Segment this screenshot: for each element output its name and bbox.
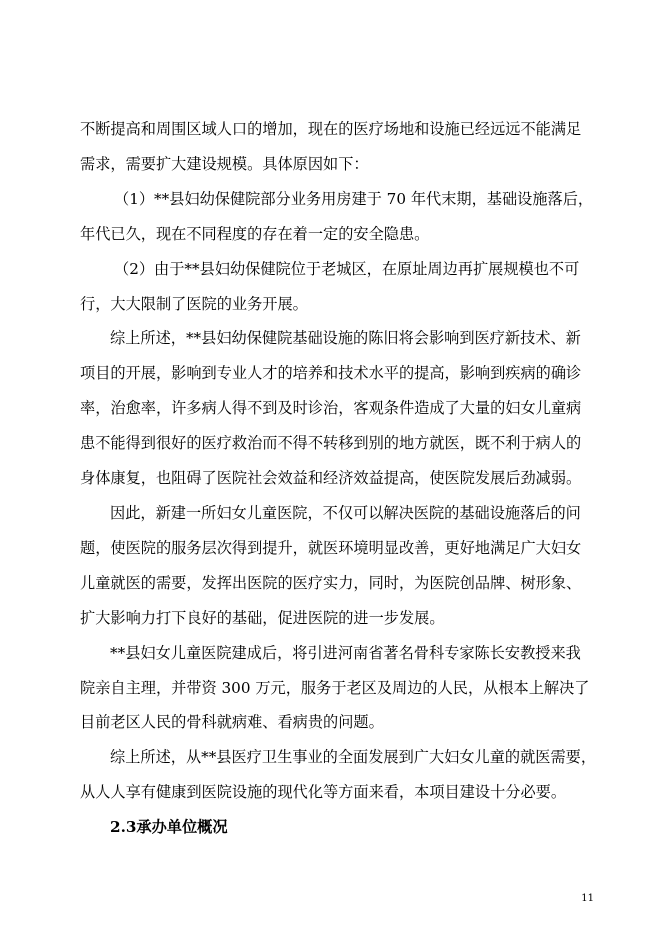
paragraph-line: 患不能得到很好的医疗救治而不得不转移到别的地方就医，既不利于病人的 xyxy=(80,434,582,453)
paragraph-line: 率，治愈率，许多病人得不到及时诊治，客观条件造成了大量的妇女儿童病 xyxy=(80,399,582,418)
page-number: 11 xyxy=(581,893,594,904)
paragraph-line: 综上所述，**县妇幼保健院基础设施的陈旧将会影响到医疗新技术、新 xyxy=(110,329,581,348)
paragraph-line: （1）**县妇幼保健院部分业务用房建于 70 年代末期，基础设施落后， xyxy=(114,189,594,208)
paragraph-line: 身体康复，也阻碍了医院社会效益和经济效益提高，使医院发展后劲减弱。 xyxy=(80,469,582,488)
paragraph-line: 目前老区人民的骨科就病难、看病贵的问题。 xyxy=(80,713,384,732)
paragraph-line: **县妇女儿童医院建成后，将引进河南省著名骨科专家陈长安教授来我 xyxy=(110,643,581,662)
paragraph-line: 项目的开展，影响到专业人才的培养和技术水平的提高，影响到疾病的确诊 xyxy=(80,364,582,383)
body-text xyxy=(80,112,600,845)
paragraph-line: 扩大影响力打下良好的基础，促进医院的进一步发展。 xyxy=(80,608,445,627)
paragraph-line: （2）由于**县妇幼保健院位于老城区，在原址周边再扩展规模也不可 xyxy=(114,259,580,278)
paragraph-line: 题，使医院的服务层次得到提升，就医环境明显改善，更好地满足广大妇女 xyxy=(80,538,582,557)
paragraph-line: 年代已久，现在不同程度的存在着一定的安全隐患。 xyxy=(80,224,430,243)
paragraph-line: 从人人享有健康到医院设施的现代化等方面来看，本项目建设十分必要。 xyxy=(80,783,566,802)
paragraph-line: 儿童就医的需要，发挥出医院的医疗实力，同时，为医院创品牌、树形象、 xyxy=(80,573,582,592)
section-heading: 2.3承办单位概况 xyxy=(110,818,228,837)
paragraph-line: 综上所述，从**县医疗卫生事业的全面发展到广大妇女儿童的就医需要， xyxy=(110,748,596,767)
paragraph-line: 行，大大限制了医院的业务开展。 xyxy=(80,294,308,313)
paragraph-line: 需求，需要扩大建设规模。具体原因如下： xyxy=(80,154,369,173)
paragraph-line: 院亲自主理，并带资 300 万元，服务于老区及周边的人民，从根本上解决了 xyxy=(80,678,590,697)
paragraph-line: 不断提高和周围区域人口的增加，现在的医疗场地和设施已经远远不能满足 xyxy=(80,120,582,138)
paragraph-line: 因此，新建一所妇女儿童医院，不仅可以解决医院的基础设施落后的问 xyxy=(110,503,581,522)
